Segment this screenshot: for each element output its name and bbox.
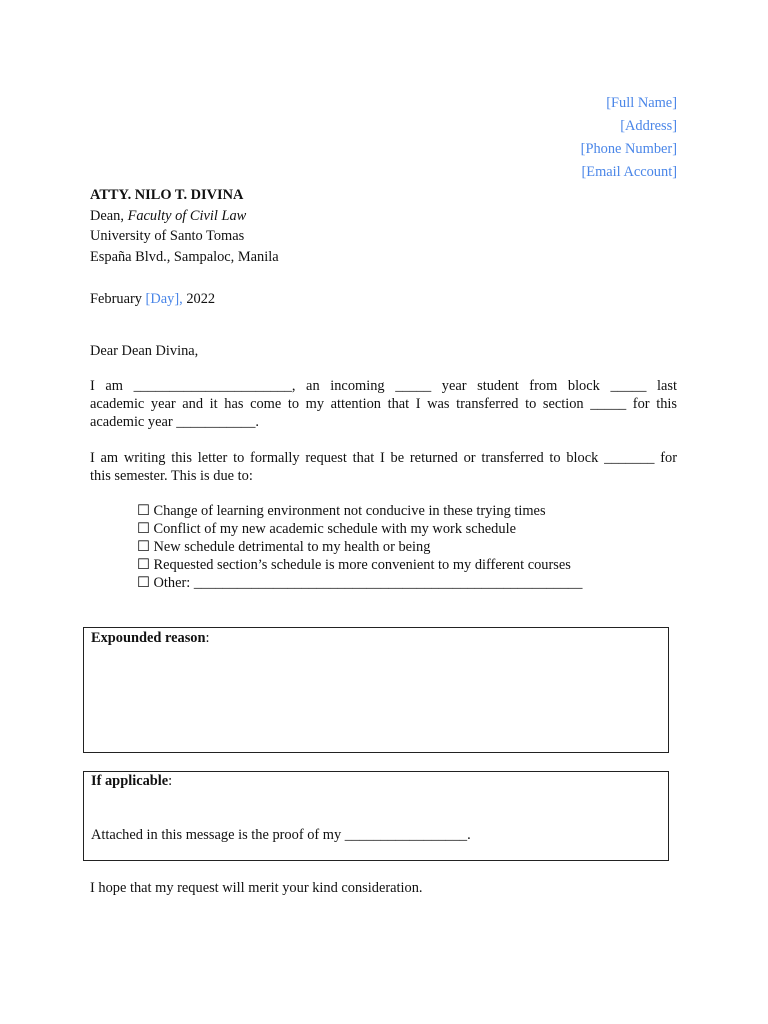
recipient-name: ATTY. NILO T. DIVINA [90,187,244,203]
recipient-title-prefix: Dean, [90,207,128,224]
proof-attachment-text: Attached in this message is the proof of my _________________. [91,827,471,843]
paragraph-request-line: this semester. This is due to: [90,468,253,484]
salutation: Dear Dean Divina, [90,343,199,359]
date-year: 2022 [182,291,216,307]
reason-checklist [137,502,582,592]
sender-phone: [Phone Number] [580,141,677,157]
date-day-placeholder: [Day], [145,291,183,307]
recipient-university: University of Santo Tomas [90,228,245,244]
reason-checkbox-item[interactable]: ☐ Other: ______________________________________________________ [137,575,583,591]
paragraph-intro-line: academic year ___________. [90,414,260,430]
recipient-block [90,185,279,267]
date-month: February [90,291,146,307]
paragraph-request-line: I am writing this letter to formally request that I be returned or transferred to block _______ for [90,450,677,466]
reason-checkbox-item[interactable]: ☐ New schedule detrimental to my health or being [137,539,431,555]
paragraph-intro-line: academic year and it has come to my attention that I was transferred to section _____ for this [90,396,677,412]
sender-block [581,93,677,185]
letter-date [90,290,215,308]
paragraph-request [90,449,677,485]
sender-email: [Email Account] [581,164,677,180]
expounded-reason-box[interactable] [83,627,669,753]
recipient-faculty: Faculty of Civil Law [127,207,247,224]
reason-checkbox-item[interactable]: ☐ Conflict of my new academic schedule with my work schedule [137,521,516,537]
if-applicable-box[interactable] [83,771,669,861]
reason-checkbox-item[interactable]: ☐ Change of learning environment not conducive in these trying times [137,503,546,519]
sender-full-name: [Full Name] [606,95,677,111]
recipient-address: España Blvd., Sampaloc, Manila [90,248,279,265]
sender-address: [Address] [620,118,677,134]
expounded-reason-label: Expounded reason: [91,630,210,646]
paragraph-intro [90,377,677,431]
recipient-title [90,206,279,227]
closing-line: I hope that my request will merit your kind consideration. [90,880,423,896]
if-applicable-label: If applicable: [91,773,173,789]
paragraph-intro-line: I am ______________________, an incoming _____ year student from block _____ last [90,378,677,394]
reason-checkbox-item[interactable]: ☐ Requested section’s schedule is more convenient to my different courses [137,557,571,573]
